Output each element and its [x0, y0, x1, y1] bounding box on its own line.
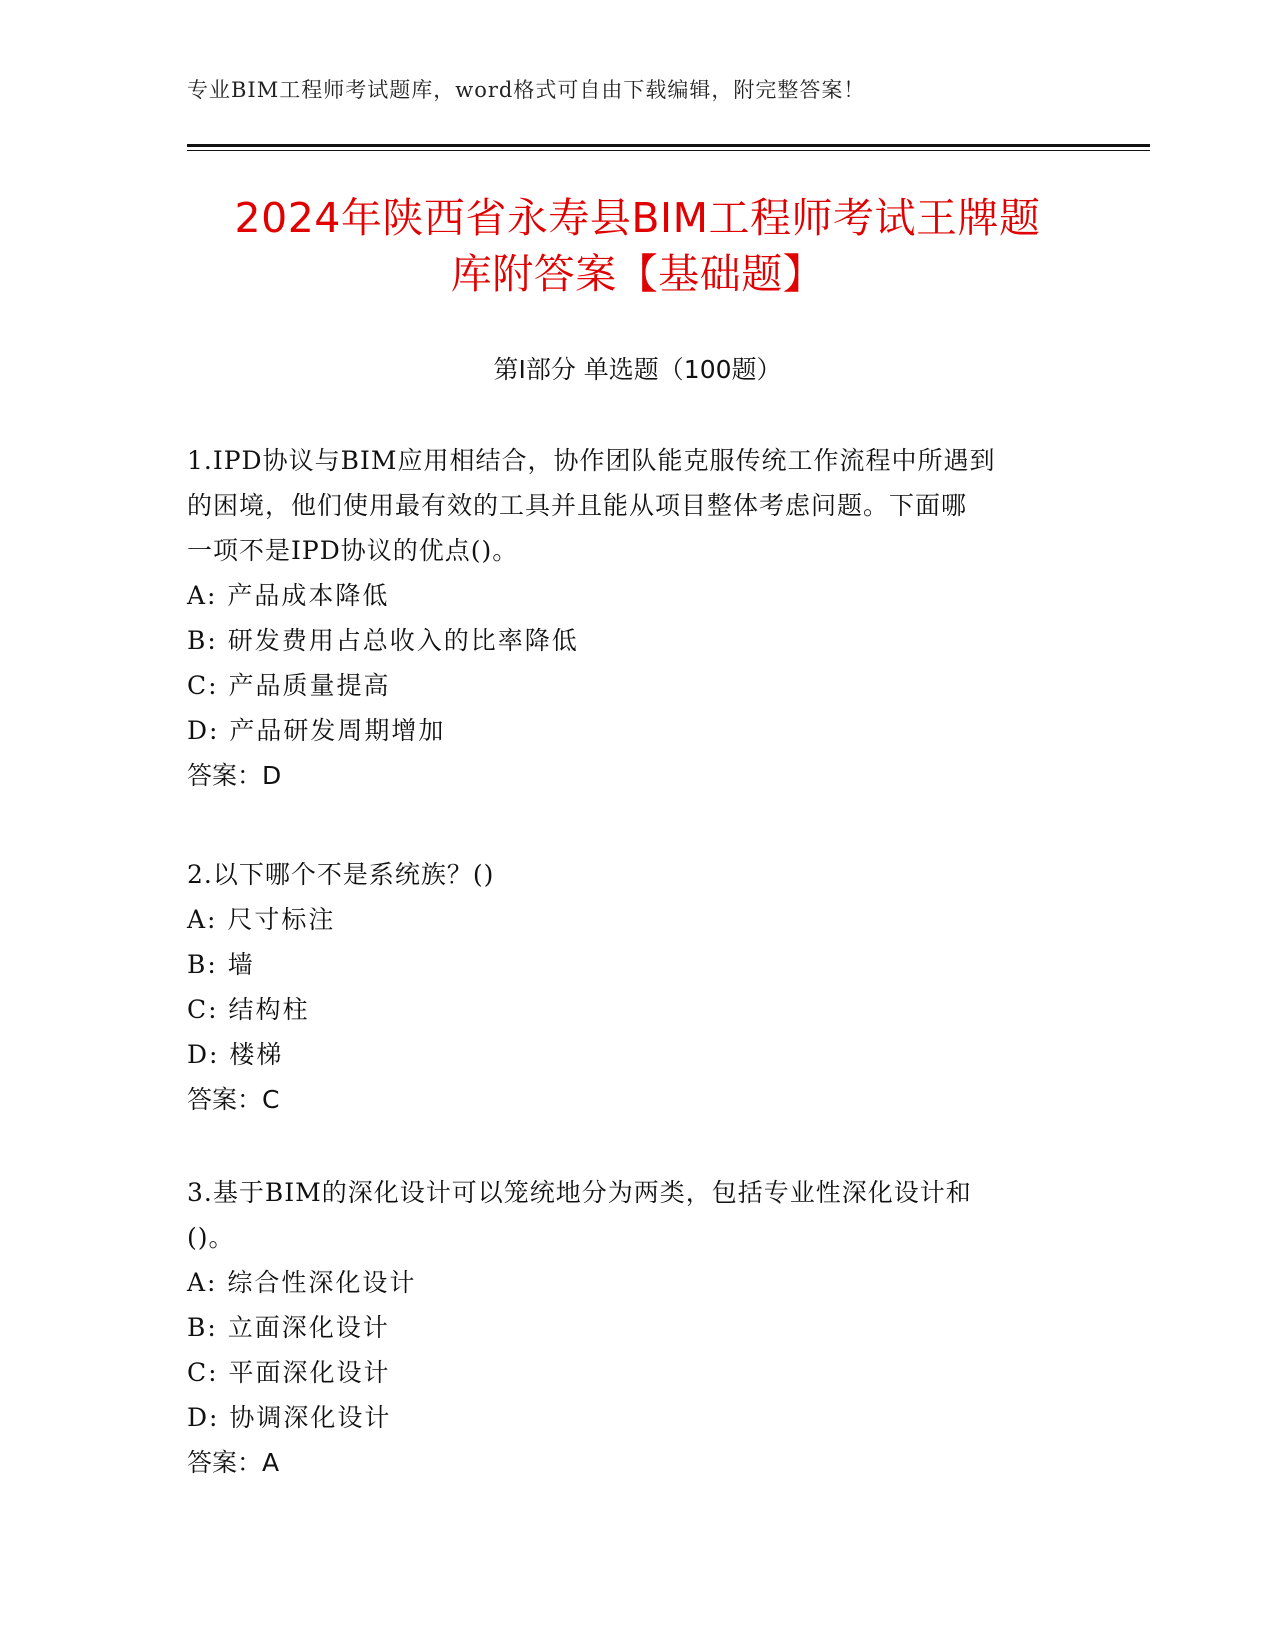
option-c: C: 平面深化设计	[187, 1358, 391, 1387]
question-3	[187, 1170, 1087, 1485]
option-d: D: 楼梯	[187, 1040, 284, 1069]
option-b: B: 墙	[187, 950, 255, 979]
title-line-2: 库附答案【基础题】	[450, 250, 825, 298]
option-d: D: 协调深化设计	[187, 1403, 392, 1432]
header-divider-thick	[187, 144, 1150, 147]
option-b: B: 研发费用占总收入的比率降低	[187, 626, 579, 655]
option-d: D: 产品研发周期增加	[187, 716, 446, 745]
question-2	[187, 852, 1087, 1122]
question-1	[187, 438, 1087, 798]
question-stem-line: 1.IPD协议与BIM应用相结合，协作团队能克服传统工作流程中所遇到	[187, 446, 996, 475]
answer-line: 答案：C	[187, 1085, 280, 1114]
option-a: A: 综合性深化设计	[187, 1268, 417, 1297]
option-c: C: 结构柱	[187, 995, 310, 1024]
document-title	[100, 190, 1175, 302]
question-stem-line: 一项不是IPD协议的优点()。	[187, 536, 519, 565]
question-stem-line: 的困境，他们使用最有效的工具并且能从项目整体考虑问题。下面哪	[187, 491, 968, 520]
option-b: B: 立面深化设计	[187, 1313, 390, 1342]
question-stem-line: 2.以下哪个不是系统族？()	[187, 860, 495, 889]
option-a: A: 尺寸标注	[187, 905, 336, 934]
option-c: C: 产品质量提高	[187, 671, 391, 700]
option-a: A: 产品成本降低	[187, 581, 390, 610]
section-heading: 第Ⅰ部分 单选题（100题）	[493, 355, 782, 384]
answer-line: 答案：D	[187, 761, 282, 790]
answer-line: 答案：A	[187, 1448, 280, 1477]
title-line-1: 2024年陕西省永寿县BIM工程师考试王牌题	[234, 194, 1041, 242]
question-stem-line: ()。	[187, 1223, 235, 1252]
header-divider-thin	[187, 150, 1150, 151]
header-tagline: 专业BIM工程师考试题库，word格式可自由下载编辑，附完整答案！	[187, 78, 866, 102]
question-stem-line: 3.基于BIM的深化设计可以笼统地分为两类，包括专业性深化设计和	[187, 1178, 972, 1207]
